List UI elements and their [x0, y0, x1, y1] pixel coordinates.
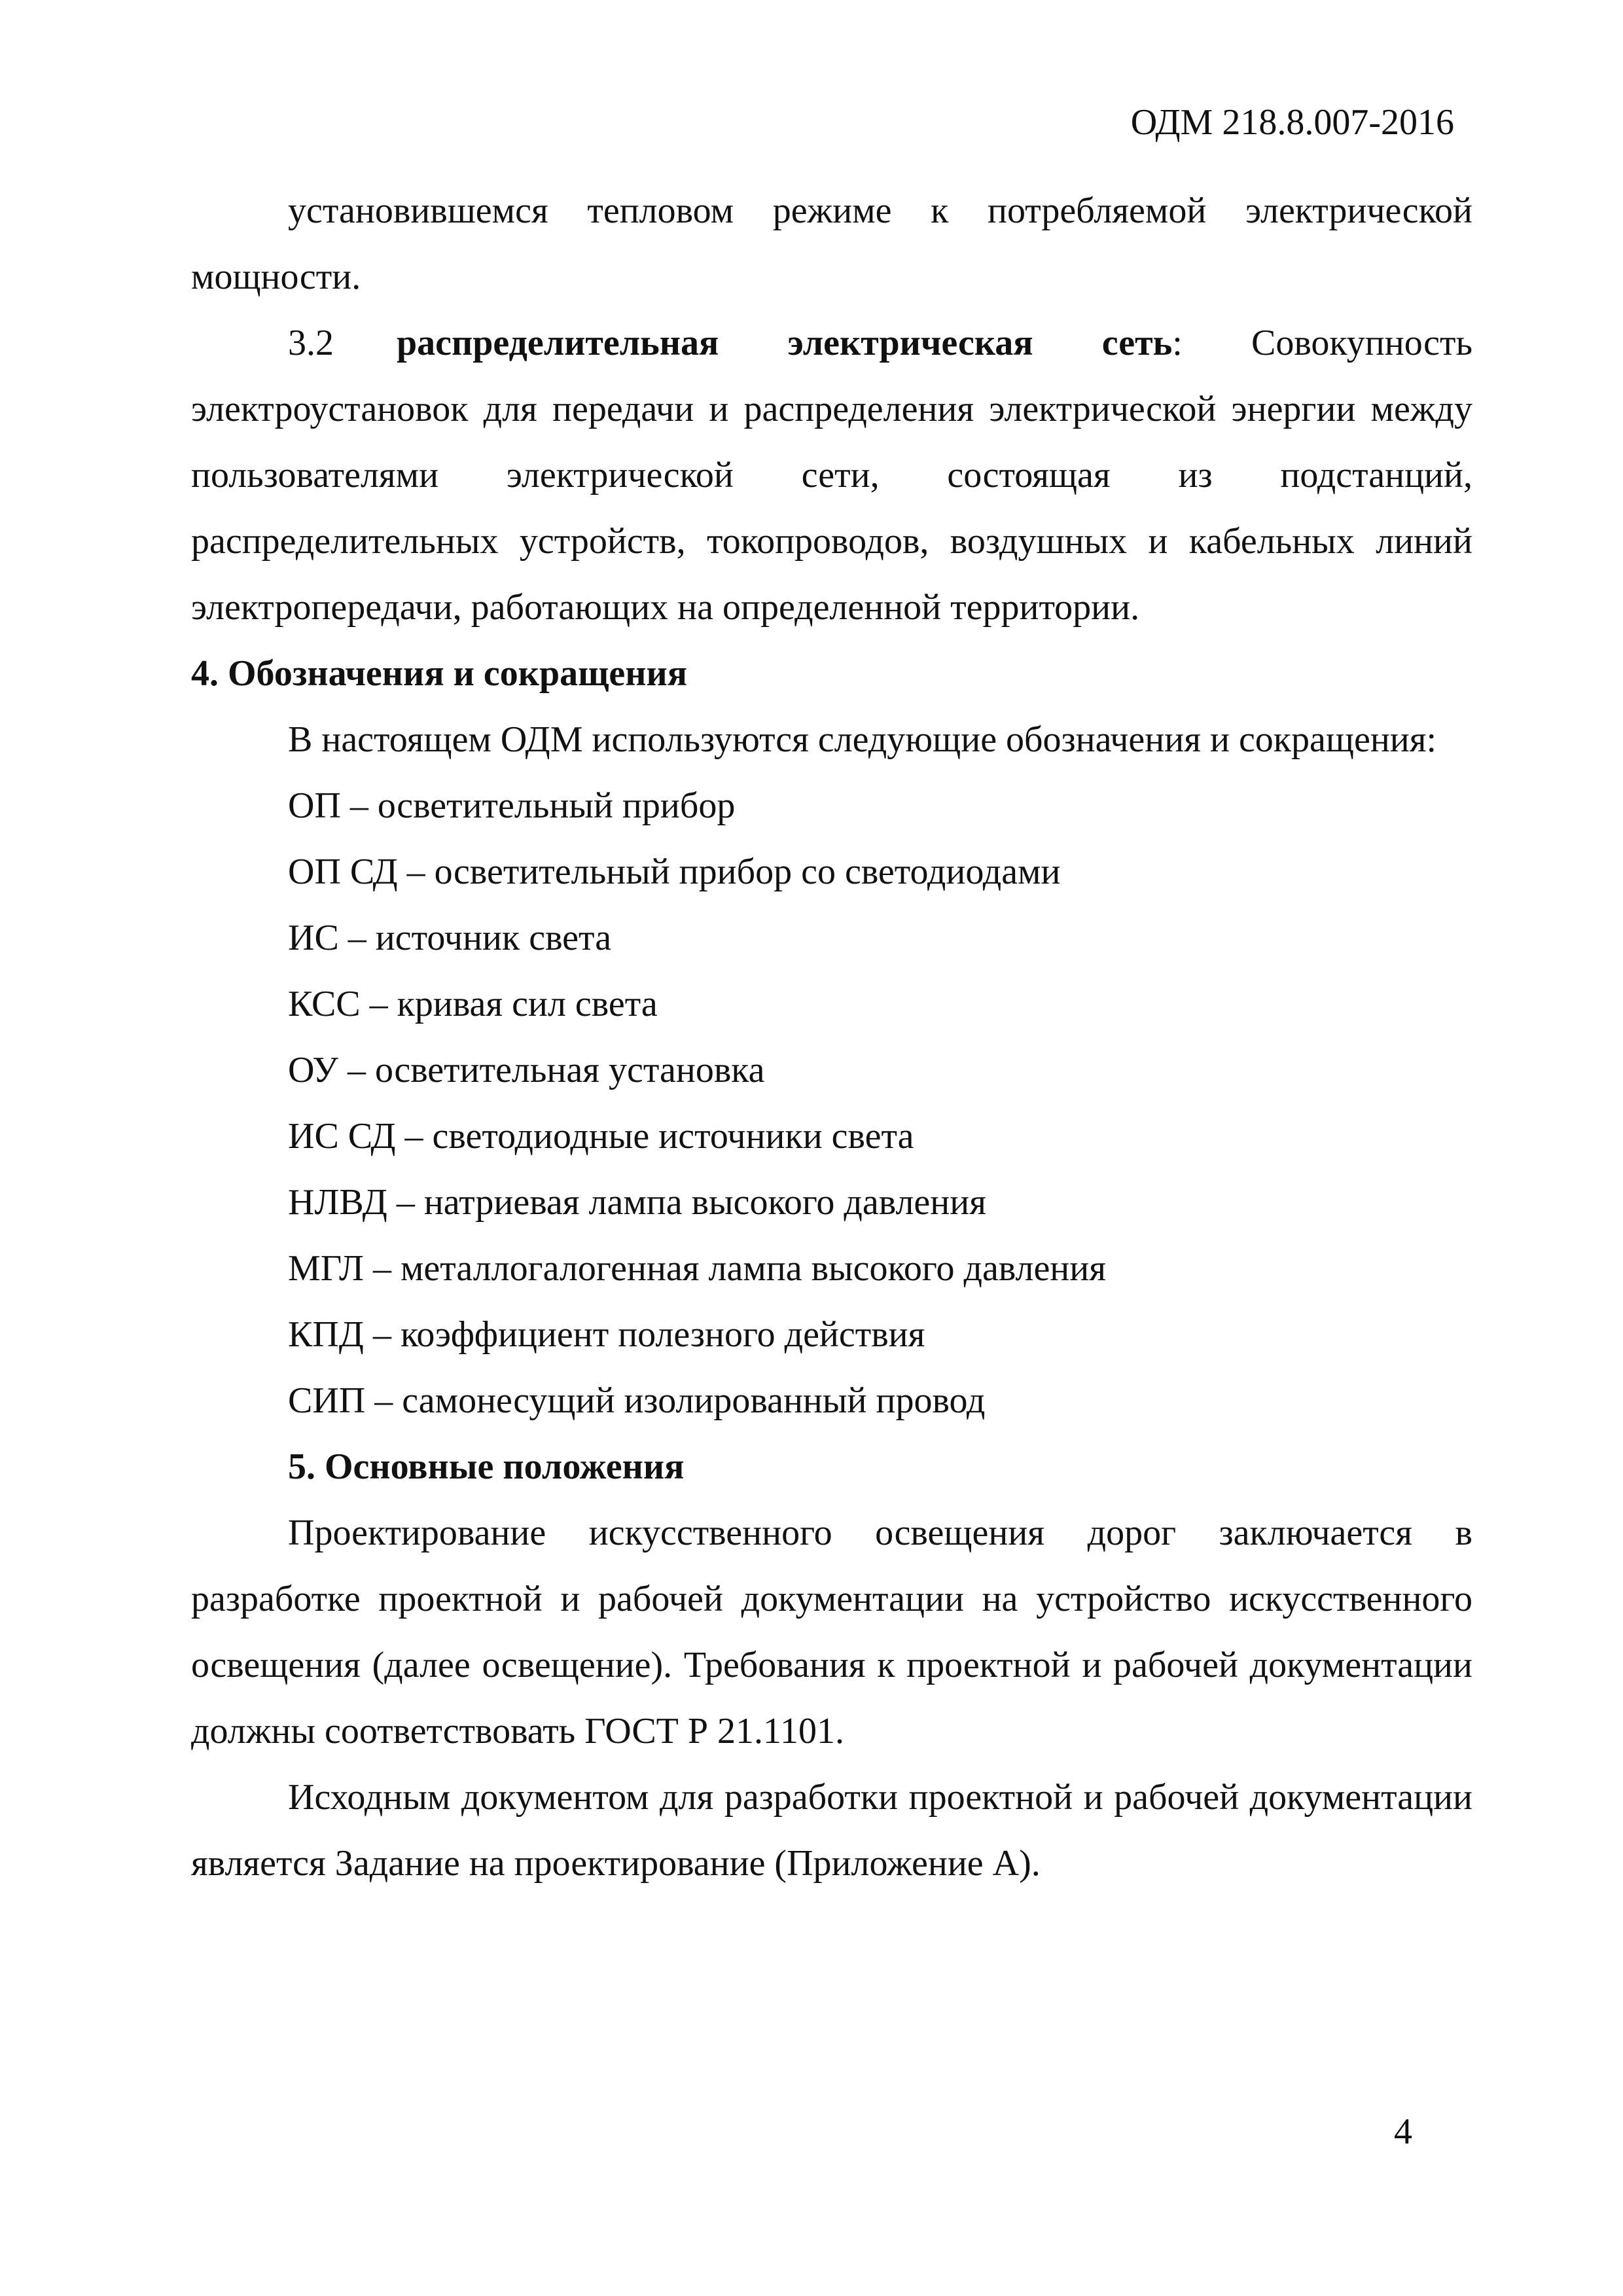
page-number: 4: [1394, 2111, 1412, 2152]
abbreviation-item: ОУ – осветительная установка: [288, 1050, 765, 1090]
abbreviation-item: ИС – источник света: [288, 918, 612, 958]
section-4-intro: В настоящем ОДМ используются следующие обозначения и сокращения:: [288, 719, 1437, 760]
section-5-paragraph-2: Исходным документом для разработки проектной и рабочей документации является Задание на проектирование (Приложение А).: [191, 1777, 1472, 1884]
abbreviation-item: МГЛ – металлогалогенная лампа высокого давления: [288, 1248, 1106, 1289]
section-5-paragraph-1: Проектирование искусственного освещения дорог заключается в разработке проектной и рабочей документации на устройство искусственного освещения (далее освещение). Требования к проектной и рабочей документации должны соответствовать ГОСТ Р 21.1101.: [191, 1513, 1472, 1751]
abbreviation-item: КПД – коэффициент полезного действия: [288, 1314, 925, 1355]
abbreviation-item: ОП СД – осветительный прибор со светодиодами: [288, 852, 1061, 892]
abbreviation-item: КСС – кривая сил света: [288, 984, 658, 1024]
section-4-heading: 4. Обозначения и сокращения: [191, 653, 688, 694]
document-code: ОДМ 218.8.007-2016: [1130, 102, 1454, 143]
document-body: [191, 178, 1472, 1897]
definition-text: : Совокупность электроустановок для передачи и распределения электрической энергии между пользователями электрической сети, состоящая из подстанций, распределительных устройств, токопроводов, воздушных и кабельных линий электропередачи, работающих на определенной территории.: [191, 323, 1472, 628]
abbreviation-item: СИП – самонесущий изолированный провод: [288, 1380, 986, 1421]
definition-number: 3.2: [288, 323, 334, 363]
abbreviation-item: ОП – осветительный прибор: [288, 785, 736, 826]
section-5-heading: 5. Основные положения: [288, 1446, 685, 1487]
continued-definition-paragraph: установившемся тепловом режиме к потребляемой электрической мощности.: [191, 190, 1472, 297]
definition-3-2-paragraph: [191, 310, 1472, 641]
abbreviation-item: ИС СД – светодиодные источники света: [288, 1116, 914, 1157]
definition-term: распределительная электрическая сеть: [397, 323, 1173, 363]
abbreviation-item: НЛВД – натриевая лампа высокого давления: [288, 1182, 986, 1223]
